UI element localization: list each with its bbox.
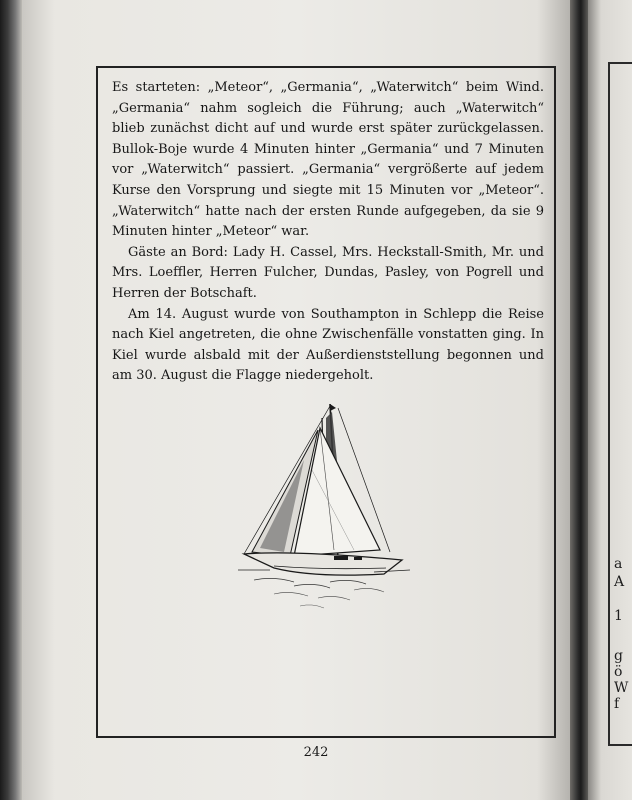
paragraph-voyage-kiel: Am 14. August wurde von Southampton in Schlepp die Reise nach Kiel angetreten, die ohne Zwischenfälle vonstatten ging. In Kiel wurde alsbald mit der Außerdienststellung begonnen und am 30. August die Flagge niedergeholt. (112, 306, 544, 384)
next-page-fragment: g (614, 648, 623, 664)
next-page-fragment: ö (614, 664, 623, 680)
paragraph-start-results: Es starteten: „Meteor“, „Germania“, „Waterwitch“ beim Wind. „Germania“ nahm sogleich die Führung; auch „Waterwitch“ blieb zunächst dicht auf und wurde erst später zurückgelassen. Bullok-Boje wurde 4 Minuten hinter „Germania“ und 7 Minuten vor „Waterwitch“ passiert. „Germania“ vergrößerte auf jedem Kurse den Vorsprung und siegte mit 15 Minuten vor „Meteor“. „Waterwitch“ hatte nach der ersten Runde aufgegeben, da sie 9 Minuten hinter „Meteor“ war. (112, 80, 544, 240)
next-page-fragment: f (614, 696, 620, 712)
next-page-fragment: a (614, 556, 623, 572)
page-text (112, 78, 544, 387)
page-number: 242 (303, 745, 329, 760)
paragraph-guests: Gäste an Bord: Lady H. Cassel, Mrs. Heckstall-Smith, Mr. und Mrs. Loeffler, Herren Fulcher, Dundas, Pasley, von Pogrell und Herren der Botschaft. (112, 244, 544, 301)
next-page-fragment: A (614, 574, 625, 590)
book-binding (0, 0, 22, 800)
book-gutter (570, 0, 588, 800)
next-page-fragment: W (614, 680, 629, 696)
next-page-edge (588, 0, 632, 800)
sailing-yacht-icon (234, 400, 414, 620)
next-page-fragment: 1 (614, 608, 623, 624)
next-page-frame (608, 62, 632, 746)
